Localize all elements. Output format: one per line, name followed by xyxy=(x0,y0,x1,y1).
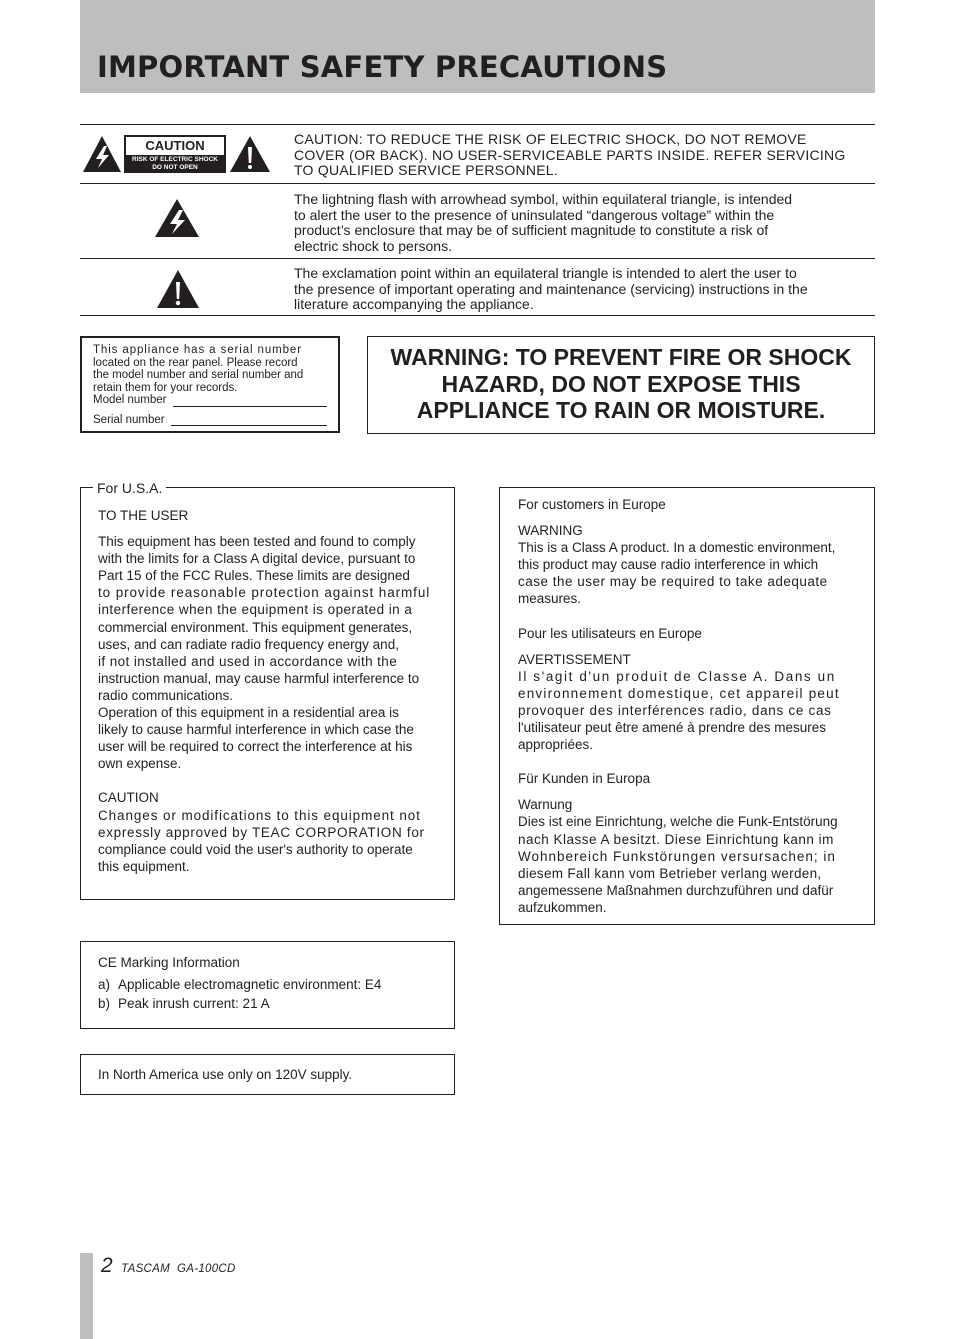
warning-line: WARNING: TO PREVENT FIRE OR SHOCK xyxy=(390,344,852,370)
text-line: aufzukommen. xyxy=(518,899,607,915)
footer-bar xyxy=(80,1253,93,1339)
text-line: uses, and can radiate radio frequency energy and, xyxy=(98,636,399,652)
text-line: likely to cause harmful interference in which case the xyxy=(98,722,414,738)
model-number-field xyxy=(173,397,327,407)
text-line: retain them for your records. xyxy=(93,381,238,394)
europe-de-heading: Für Kunden in Europa xyxy=(518,771,651,787)
caution-label-title: CAUTION xyxy=(126,137,224,155)
fcc-paragraph xyxy=(98,533,437,704)
text-line: Il s'agit d'un produit de Classe A. Dans un xyxy=(518,668,836,684)
caution-paragraph xyxy=(98,807,437,875)
europe-fr-heading: Pour les utilisateurs en Europe xyxy=(518,625,702,641)
text-line: this product may cause radio interference in which xyxy=(518,557,819,573)
exclamation-triangle-icon xyxy=(229,135,271,173)
europe-fr-warning: AVERTISSEMENT xyxy=(518,651,631,667)
text-line: user will be required to correct the interference at his xyxy=(98,739,413,755)
to-the-user-heading: TO THE USER xyxy=(98,508,189,523)
caution-heading: CAUTION xyxy=(98,790,159,806)
exclamation-triangle-icon xyxy=(156,269,200,309)
caution-text xyxy=(294,125,875,179)
lightning-cell xyxy=(80,184,280,258)
text-line: with the limits for a Class A digital device, pursuant to xyxy=(98,551,416,567)
text-line: to provide reasonable protection against harmful xyxy=(98,585,431,601)
europe-de-warning: Warnung xyxy=(518,797,573,813)
caution-label-line2: DO NOT OPEN xyxy=(152,164,198,171)
text-line: this equipment. xyxy=(98,858,190,874)
list-item xyxy=(98,994,437,1013)
europe-de-paragraph xyxy=(518,813,856,916)
europe-en-warning: WARNING xyxy=(518,523,583,539)
text-line: the presence of important operating and maintenance (servicing) instructions in the xyxy=(294,280,808,297)
north-america-panel xyxy=(80,1054,455,1095)
text-line: nach Klasse A besitzt. Diese Einrichtung kann im xyxy=(518,831,834,847)
model-number-line xyxy=(93,394,327,407)
text-line: appropriées. xyxy=(518,737,594,753)
caution-label-line1: RISK OF ELECTRIC SHOCK xyxy=(132,156,218,163)
warning-line: APPLIANCE TO RAIN OR MOISTURE. xyxy=(416,397,826,423)
exclamation-row xyxy=(80,258,875,316)
exclamation-text xyxy=(294,259,875,313)
europe-en-heading: For customers in Europe xyxy=(518,497,666,512)
caution-table xyxy=(80,124,875,316)
text-line: angemessene Maßnahmen durchzuführen und dafür xyxy=(518,882,834,898)
serial-number-label: Serial number xyxy=(93,413,165,426)
text-line: l'utilisateur peut être amené à prendre des mesures xyxy=(518,720,826,736)
north-america-text: In North America use only on 120V supply. xyxy=(98,1067,353,1082)
text-line: Changes or modifications to this equipment not xyxy=(98,807,421,823)
usa-panel xyxy=(80,480,455,900)
text-line: The exclamation point within an equilateral triangle is intended to alert the user to xyxy=(294,265,797,281)
caution-label xyxy=(124,135,226,173)
europe-fr-paragraph xyxy=(518,668,856,753)
list-item-text: Peak inrush current: 21 A xyxy=(118,996,270,1011)
list-item xyxy=(98,975,437,994)
page-footer xyxy=(101,1254,236,1278)
europe-en-paragraph xyxy=(518,539,856,607)
lightning-triangle-icon xyxy=(154,198,200,238)
serial-number-field xyxy=(171,416,327,426)
serial-number-box xyxy=(80,336,340,433)
text-line: COVER (OR BACK). NO USER-SERVICEABLE PARTS INSIDE. REFER SERVICING xyxy=(294,146,846,163)
text-line: diesem Fall kann vom Betrieber verlang werden, xyxy=(518,865,822,881)
text-line: This is a Class A product. In a domestic environment, xyxy=(518,540,836,556)
text-line: located on the rear panel. Please record xyxy=(93,356,298,369)
page-title: IMPORTANT SAFETY PRECAUTIONS xyxy=(97,50,668,84)
list-item-text: Applicable electromagnetic environment: E4 xyxy=(118,977,382,992)
warning-line: HAZARD, DO NOT EXPOSE THIS xyxy=(441,370,801,397)
text-line: instruction manual, may cause harmful interference to xyxy=(98,670,420,686)
text-line: radio communications. xyxy=(98,687,234,703)
text-line: compliance could void the user's authority to operate xyxy=(98,841,413,857)
warning-box xyxy=(367,336,875,434)
ce-heading: CE Marking Information xyxy=(98,955,240,970)
text-line: literature accompanying the appliance. xyxy=(294,296,534,312)
text-line: measures. xyxy=(518,591,582,607)
lightning-row xyxy=(80,183,875,258)
text-line: commercial environment. This equipment generates, xyxy=(98,619,413,635)
caution-label-cell xyxy=(80,125,280,183)
list-item-key: a) xyxy=(98,977,111,992)
lightning-triangle-icon xyxy=(82,135,122,173)
ce-marking-panel xyxy=(80,941,455,1029)
text-line: electric shock to persons. xyxy=(294,237,452,254)
text-line: product’s enclosure that may be of sufficient magnitude to constitute a risk of xyxy=(294,222,769,238)
text-line: if not installed and used in accordance with the xyxy=(98,653,398,669)
text-line: the model number and serial number and xyxy=(93,369,304,381)
model-number-label: Model number xyxy=(93,394,167,406)
text-line: This equipment has been tested and found to comply xyxy=(98,534,416,550)
text-line: own expense. xyxy=(98,756,182,772)
text-line: environnement domestique, cet appareil peut xyxy=(518,685,840,701)
lightning-text xyxy=(294,184,875,254)
serial-number-line xyxy=(93,414,327,427)
text-line: provoquer des interférences radio, dans ce cas xyxy=(518,702,832,718)
text-line: TO QUALIFIED SERVICE PERSONNEL. xyxy=(294,162,558,178)
list-item-key: b) xyxy=(98,996,111,1011)
exclamation-cell xyxy=(80,259,280,315)
text-line: Dies ist eine Einrichtung, welche die Funk-Entstörung xyxy=(518,814,838,830)
caution-row xyxy=(80,124,875,183)
text-line: case the user may be required to take adequate xyxy=(518,574,828,590)
text-line: interference when the equipment is operated in a xyxy=(98,602,413,618)
usa-legend: For U.S.A. xyxy=(93,480,166,497)
text-line: to alert the user to the presence of uninsulated “dangerous voltage” within the xyxy=(294,206,775,223)
text-line: Operation of this equipment in a residential area is xyxy=(98,705,399,721)
footer-brand: TASCAM GA-100CD xyxy=(121,1263,236,1275)
residential-paragraph xyxy=(98,704,437,772)
text-line: This appliance has a serial number xyxy=(93,344,302,356)
text-line: Wohnbereich Funkstörungen versursachen; in xyxy=(518,848,836,864)
text-line: expressly approved by TEAC CORPORATION for xyxy=(98,824,425,840)
text-line: CAUTION: TO REDUCE THE RISK OF ELECTRIC SHOCK, DO NOT REMOVE xyxy=(294,131,807,147)
europe-panel xyxy=(499,487,875,925)
text-line: Part 15 of the FCC Rules. These limits are designed xyxy=(98,568,410,584)
text-line: The lightning flash with arrowhead symbol, within equilateral triangle, is intended xyxy=(294,191,793,207)
page-number: 2 xyxy=(101,1254,113,1277)
